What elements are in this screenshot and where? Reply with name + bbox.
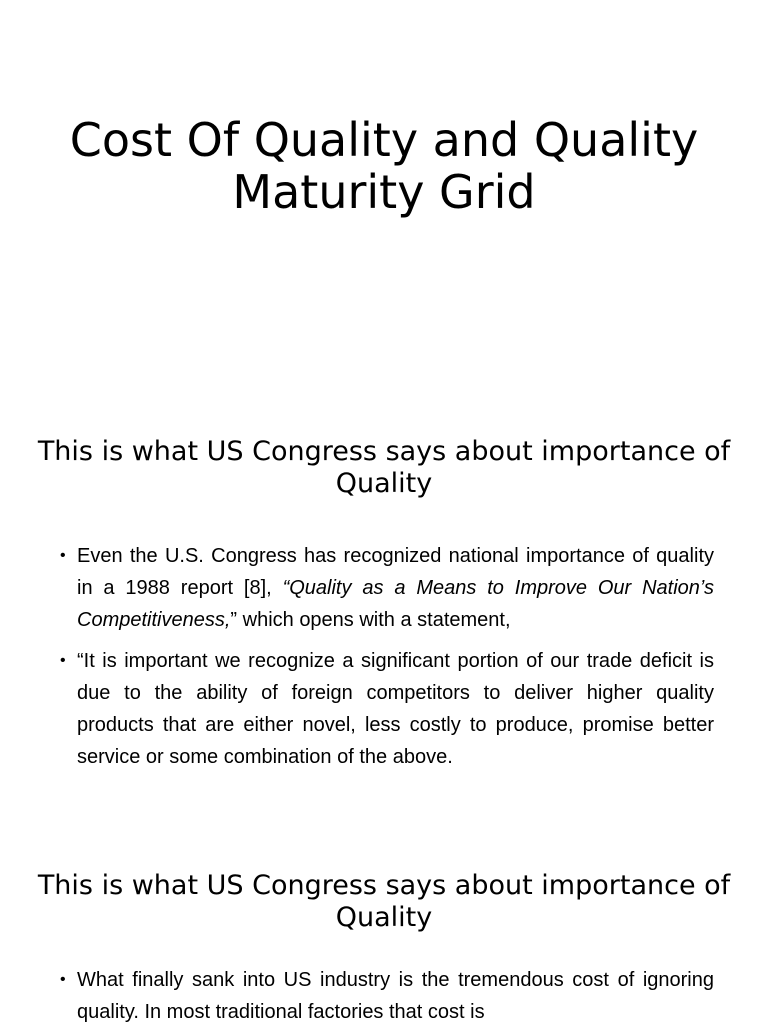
slide-heading: This is what US Congress says about importance of Quality (37, 870, 731, 933)
slide-heading: This is what US Congress says about importance of Quality (37, 436, 731, 499)
presentation-title: Cost Of Quality and Quality Maturity Grid (69, 113, 699, 219)
bullet-item (60, 645, 714, 773)
slide-title (0, 0, 768, 388)
bullet-icon: • (60, 971, 66, 988)
bullet-text-plain: ” which opens with a statement, (230, 609, 511, 631)
bullet-icon: • (60, 547, 66, 564)
report-title-italic: “Quality as a Means to Improve Our Nation’s Competitiveness, (77, 577, 714, 631)
bullet-text: What finally sank into US industry is the tremendous cost of ignoring quality. In most traditional factories that cost is (77, 969, 714, 1023)
bullet-list (60, 964, 714, 1024)
bullet-text (77, 545, 714, 631)
bullet-icon: • (60, 652, 66, 669)
bullet-list (60, 540, 714, 782)
bullet-item (60, 964, 714, 1024)
bullet-item (60, 540, 714, 636)
bullet-text-plain: Even the U.S. Congress has recognized national importance of quality in a 1988 report [8], (77, 545, 714, 599)
bullet-text: “It is important we recognize a significant portion of our trade deficit is due to the ability of foreign competitors to deliver higher quality products that are either novel, less costly to produce, promise better service or some combination of the above. (77, 650, 714, 768)
slide-cost-of-ignoring-quality (0, 824, 768, 1024)
slide-congress-quote (0, 388, 768, 824)
